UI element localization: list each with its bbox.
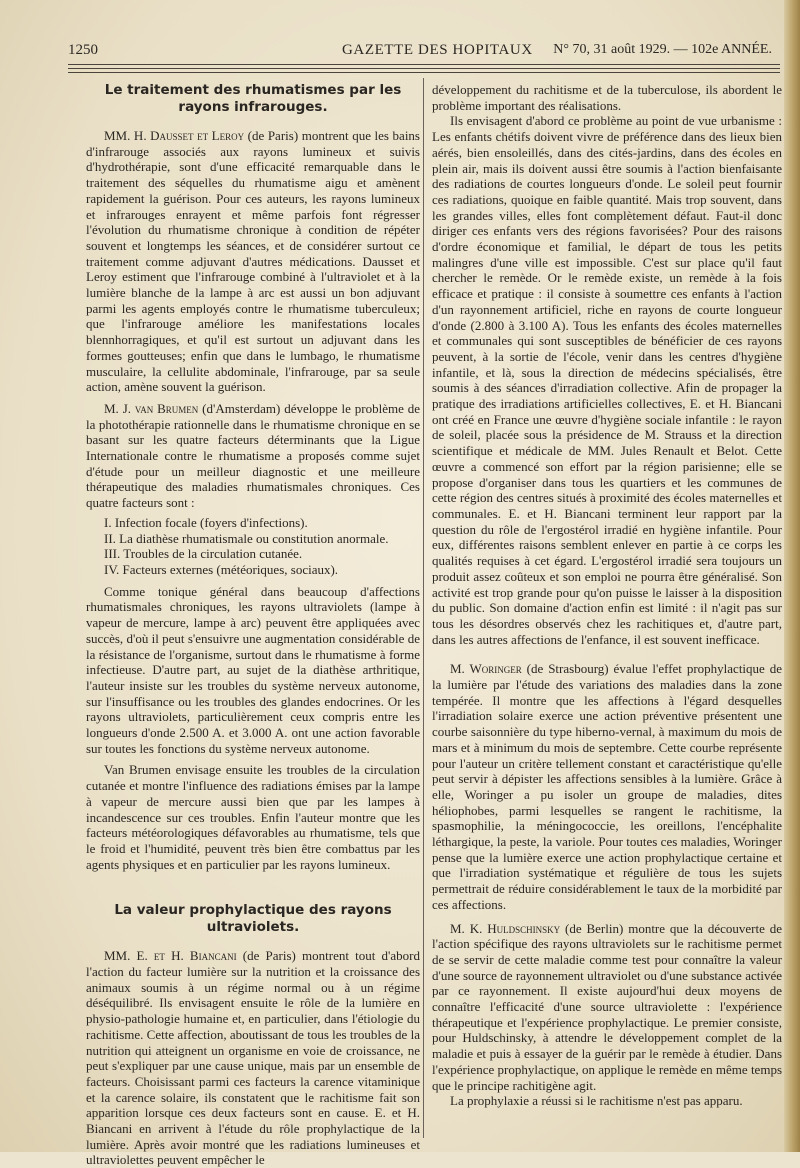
paragraph: Comme tonique général dans beaucoup d'affections rhumatismales chroniques, les rayons ultraviolets (lampe à vapeur de mercure, lampe à arc) peuvent être appliquées avec succès, d'où il peut s'ensuivre une augmentation considérable de la résistance de l'organisme, surtout dans le rhumatisme à forme infectieuse. D'autre part, au sujet de la diathèse arthritique, l'auteur insiste sur les troubles du système nerveux autonome, sur l'insuffisance ou les troubles des glandes endocrines. Or les rayons ultraviolets, particulièrement ceux compris entre les longueurs d'onde 2.500 A. et 3.000 A. ont une action favorable sur toutes les fonctions du système nerveux autonome.	[86, 583, 420, 756]
section-title-ultraviolets: La valeur prophylactique des rayons ultraviolets.	[114, 902, 392, 936]
list-item: I. Infection focale (foyers d'infections).	[104, 514, 308, 530]
issue-date: N° 70, 31 août 1929. — 102e ANNÉE.	[553, 42, 772, 57]
journal-title: GAZETTE DES HOPITAUX	[342, 42, 533, 58]
list-item: II. La diathèse rhumatismale ou constitution anormale.	[104, 530, 389, 546]
author-name: M. J. van Brumen	[104, 400, 199, 416]
paragraph: La prophylaxie a réussi si le rachitisme n'est pas apparu.	[450, 1093, 743, 1109]
paragraph	[86, 128, 420, 395]
paragraph-text: (de Paris) montrent tout d'abord l'action du facteur lumière sur la nutrition et la croissance des animaux soumis à un régime normal ou à un régime déséquilibré. Ils envisagent ensuite le rôle de la lumière en physio-pathologie humaine et, en particulier, dans l'étiologie du rachitisme. Cette affection, aboutissant de tous les troubles de la nutrition qui atteignent un organisme en voie de croissance, ne peut s'expliquer par une cause unique, mais par un ensemble de facteurs. Choisissant parmi ces facteurs la carence vitaminique et la carence solaire, ils constatent que le rachitisme fait son apparition lorsque ces deux facteurs sont en cause. E. et H. Biancani en arrivent à l'étude du rôle prophylactique de la lumière. Après avoir montré que les radiations lumineuses et ultraviolettes peuvent empêcher le	[86, 948, 421, 1168]
page-header	[68, 40, 778, 62]
paragraph-text: (de Paris) montrent que les bains d'infrarouge associés aux rayons lumineux et suivis d'hydrothérapie, sont d'une efficacité remarquable dans le traitement des séquelles du rhumatisme aigu et amènent rapidement la guérison. Pour ces auteurs, les rayons lumineux et infrarouges enrayent et même parfois font régresser l'évolution du rhumatisme chronique à condition de répéter souvent et longtemps les séances, et de considérer surtout ce traitement comme adjuvant d'autres médications. Dausset et Leroy estiment que l'infrarouge combiné à l'ultraviolet et à la lumière blanche de la lampe à arc est aussi un bon adjuvant parmi les agents employés contre le rhumatisme tuberculeux; que l'infrarouge améliore les manifestations locales blennhorragiques, et qu'il est surtout un adjuvant dans les formes goutteuses; enfin que dans le lumbago, le rhumatisme musculaire, la cellulite abdominale, l'infrarouge, par sa seule action, amène souvent la guérison.	[86, 128, 420, 395]
author-name: M. Woringer	[450, 661, 522, 677]
paragraph-text: (d'Amsterdam) développe le problème de la photothérapie rationnelle dans le rhumatisme chronique en se basant sur les quatre facteurs déterminants que la Ligue Internationale contre le rhumatisme a proposés comme sujet d'étude pour un meilleur diagnostic et une meilleure thérapeutique des maladies rhumatismales chroniques. Ces quatre facteurs sont :	[86, 400, 420, 511]
header-rule	[68, 64, 780, 65]
paragraph	[432, 661, 782, 912]
paragraph	[432, 921, 782, 1094]
paragraph: Ils envisagent d'abord ce problème au point de vue urbanisme : Les enfants chétifs doivent vivre de préférence dans des lieux bien aérés, bien ensoleillés, dans des cités-jardins, dans des écoles en plein air, mais ils doivent aussi être soumis à l'action bienfaisante des radiations de courtes longueurs d'onde. Le soleil peut fournir ces radiations, quoique en faible quantité. Mais trop souvent, dans les grandes villes, elles font complètement défaut. Faut-il donc diriger ces enfants vers des régions favorisées? Pour des raisons d'ordre économique et familial, le départ de tous les petits malingres d'une ville est impossible. C'est sur place qu'il faut chercher le remède. Or le remède existe, un remède à la fois efficace et pratique : il consiste à soumettre ces enfants à l'action d'un rayonnement artificiel, riche en rayons de courte longueur d'onde (2.800 à 3.100 A). Tous les enfants des écoles maternelles et communales qui sont susceptibles de bénéficier de ces rayons peuvent, à la sortie de l'école, venir dans les centres d'hygiène infantile, et là, sous la direction de médecins spécialisés, être soumis à des séances d'irradiation collective. Afin de propager la pratique des irradiations artificielles collectives, E. et H. Biancani ont créé en France une œuvre d'hygiène sociale infantile : le rayon de soleil, placée sous la présidence de M. Strauss et la direction scientifique et médicale de MM. Jules Renault et Belot. Cette œuvre a commencé son effort par la région parisienne; elle se propose d'organiser dans tous les quartiers et les communes de cette région des centres situés à proximité des écoles maternelles et communales. E. et H. Biancani terminent leur rapport par la question du rôle de l'ergostérol irradié en hygiène infantile. Pour eux, différentes raisons semblent enlever en partie à ce corps les qualités requises à cet égard. L'ergostérol irradié sera toujours un produit assez coûteux et son emploi ne pourra être généralisé. Son activité est trop grande pour qu'on puisse le laisser à la disposition du public. Son domaine d'action enfin est limité : il n'agit pas sur tous les désordres observés chez les rachitiques et, d'autre part, dans les autres affections de l'enfance, il est souvent inefficace.	[432, 113, 782, 647]
author-name: M. K. Huldschinsky	[450, 920, 561, 936]
page-number: 1250	[68, 42, 98, 58]
header-rule	[68, 72, 780, 73]
list-item: IV. Facteurs externes (météoriques, sociaux).	[104, 561, 339, 577]
column-separator	[423, 78, 424, 1138]
paragraph	[86, 948, 420, 1168]
header-rule	[68, 68, 780, 69]
author-name: MM. H. Dausset et Leroy	[104, 128, 245, 143]
paragraph: développement du rachitisme et de la tuberculose, ils abordent le problème important des réalisations.	[432, 82, 782, 113]
paragraph-text: (de Berlin) montre que la découverte de l'action spécifique des rayons ultraviolets sur le rachitisme permet de se servir de cette maladie comme test pour connaître la valeur d'une source de rayonnement ultraviolet ou d'une substance activée par ce rayonnement. Il existe aujourd'hui deux moyens de connaître l'efficacité d'une source ultraviolette : l'expérience thérapeutique et l'expérience prophylactique. Le premier consiste, pour Huldschinsky, à attendre le développement complet de la maladie et puis à essayer de la guérir par le remède à étudier. Dans l'expérience prophylactique, on applique le remède en même temps que le principe rachitigène agit.	[432, 920, 783, 1093]
right-column	[432, 82, 782, 1109]
author-name: MM. E. et H. Biancani	[104, 948, 237, 964]
section-title-infrarouges: Le traitement des rhumatismes par les rayons infrarouges.	[104, 82, 402, 115]
page-edge-shadow	[784, 0, 800, 1152]
list-item: III. Troubles de la circulation cutanée.	[104, 546, 303, 562]
paragraph: Van Brumen envisage ensuite les troubles de la circulation cutanée et montre l'influence des radiations émises par la lampe à vapeur de mercure aussi bien que par les lampes à incandescence sur ces troubles. Enfin l'auteur montre que les facteurs météorologiques défavorables au rhumatisme, tels que le froid et l'humidité, peuvent très bien être combattus par les agents physiques et en particulier par les rayons lumineux.	[86, 762, 420, 872]
paragraph-text: (de Strasbourg) évalue l'effet prophylactique de la lumière par l'étude des variations des maladies dans la zone tempérée. Il montre que les affections à l'égard desquelles l'irradiation solaire exerce une action préventive présentent une courbe saisonnière du type hiberno-vernal, à maximum du mois de mars et à minimum du mois de septembre. Cette courbe représente pour l'auteur un critère tellement constant et caractéristique qu'elle peut servir à dépister les affections sensibles à la lumière. Grâce à elle, Woringer a pu isoler un groupe de maladies, dites héliophobes, parmi lesquelles se rangent le rachitisme, la spasmophilie, la méningococcie, les oreillons, l'encéphalite léthargique, la peste, la variole. Pour toutes ces maladies, Woringer pense que la lumière exerce une action prophylactique certaine et que l'irradiation systématique et régulière de tous les sujets permettrait de réduire considérablement le taux de la morbidité par ces affections.	[432, 661, 783, 912]
left-column	[86, 82, 420, 1168]
paragraph	[86, 401, 420, 511]
